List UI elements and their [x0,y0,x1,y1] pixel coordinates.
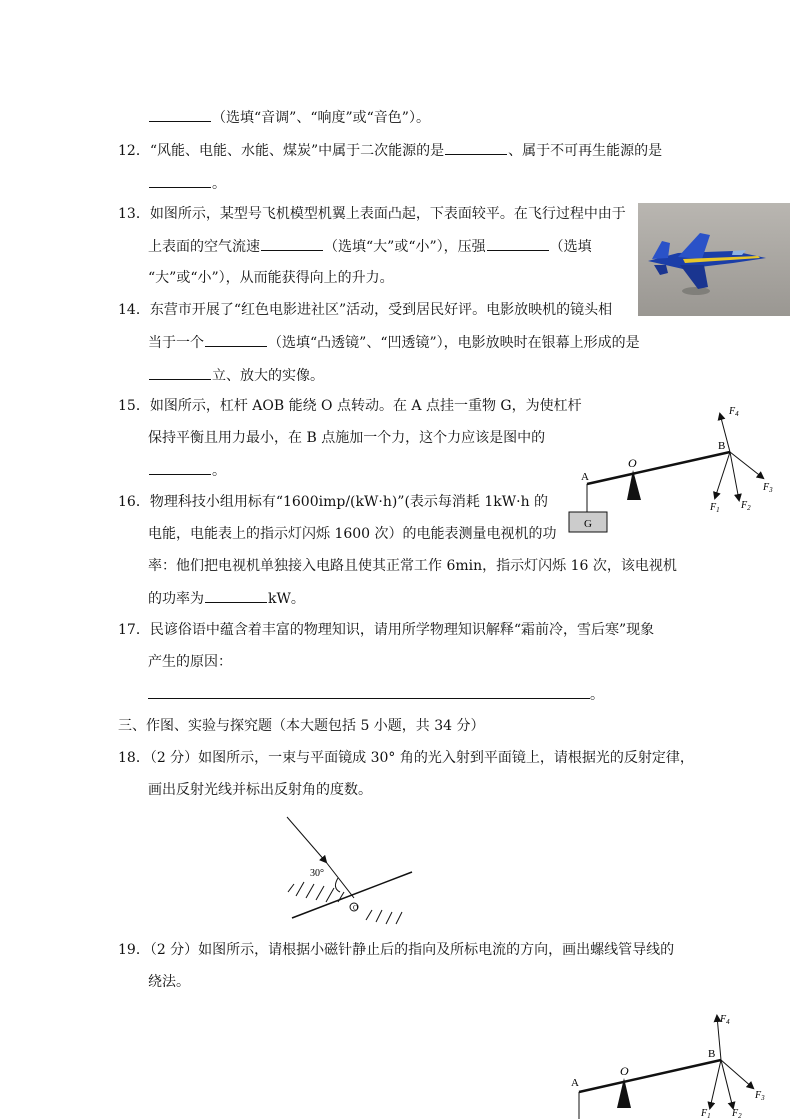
question-text: 16．物理科技小组用标有“1600imp/(kW·h)”(表示每消耗 1kW·h 的 [118,494,549,510]
question-17 [118,621,654,639]
point-a-label: A [581,471,589,483]
question-text: 17．民谚俗语中蕴含着丰富的物理知识，请用所学物理知识解释“霜前冷，雪后寒”现象 [118,622,655,638]
question-text: kW。 [268,591,305,607]
point-b-label: B [718,440,726,452]
answer-blank[interactable] [205,589,267,603]
question-15-cont [148,429,545,447]
question-12-cont [148,174,226,193]
question-text: （选填 [549,239,592,255]
question-text: 。 [590,687,604,703]
question-text: 保持平衡且用力最小，在 B 点施加一个力，这个力应该是图中的 [148,430,546,446]
question-text: 当于一个 [148,335,204,351]
mirror-diagram [280,812,420,927]
question-12 [118,141,662,160]
question-text: 画出反射光线并标出反射角的度数。 [148,782,372,798]
question-text: 的功率为 [148,591,204,607]
question-14-cont2 [148,366,324,385]
question-text: 绕法。 [148,974,190,990]
question-13-cont2 [148,269,394,287]
question-15 [118,397,582,415]
answer-blank[interactable] [261,237,323,251]
force-f2-label: $F_2$ [732,1108,742,1119]
weight-label: G [584,518,592,530]
question-text: 15．如图所示，杠杆 AOB 能绕 O 点转动。在 A 点挂一重物 G，为使杠杆 [118,398,582,414]
question-18-cont [148,781,372,799]
question-15-cont2 [148,461,226,480]
question-text: 。 [212,176,226,192]
question-16-cont [148,525,557,543]
answer-blank[interactable] [149,366,211,380]
answer-blank[interactable] [445,141,507,155]
answer-blank[interactable] [487,237,549,251]
question-text: 13．如图所示，某型号飞机模型机翼上表面凸起，下表面较平。在飞行过程中由于 [118,206,626,222]
force-f2-label: $F_2$ [741,500,751,512]
point-a-label: A [571,1077,579,1089]
question-13 [118,205,626,223]
section-title: 三、作图、实验与探究题（本大题包括 5 小题，共 34 分） [118,718,485,734]
force-f1-label: $F_1$ [701,1108,711,1119]
incidence-point-label: O [353,904,359,912]
angle-label: 30° [310,868,324,879]
question-text: 产生的原因： [148,654,232,670]
section-heading [118,717,485,735]
question-17-cont2 [148,685,604,704]
pivot-label: O [628,456,637,470]
point-b-label: B [708,1048,716,1060]
question-17-cont [148,653,232,671]
question-18 [118,749,694,767]
lever-diagram [565,400,780,540]
question-19-cont [148,973,190,991]
question-text: “大”或“小”），从而能获得向上的升力。 [148,270,394,286]
force-f4-label: $F_4$ [729,406,739,418]
question-text: （选填“凸透镜”、“凹透镜”），电影放映时在银幕上形成的是 [268,335,640,351]
question-text: （选填“大”或“小”），压强 [324,239,486,255]
question-16-cont2 [148,557,677,575]
question-14-cont [148,333,640,352]
question-text: 12．“风能、电能、水能、煤炭”中属于二次能源的是 [118,143,445,159]
question-text: 率：他们把电视机单独接入电路且使其正常工作 6min，指示灯闪烁 16 次，该电视机 [148,558,677,574]
question-text: 立、放大的实像。 [212,368,324,384]
force-f1-label: $F_1$ [710,502,720,514]
question-text: 14．东营市开展了“红色电影进社区”活动，受到居民好评。电影放映机的镜头相 [118,302,613,318]
force-f3-label: $F_3$ [755,1090,765,1102]
question-14 [118,301,612,319]
question-16-cont3 [148,589,305,608]
answer-blank[interactable] [149,461,211,475]
question-text: 。 [212,463,226,479]
force-f4-label: $F_4$ [720,1014,730,1026]
pivot-label: O [620,1064,629,1078]
question-text: 、属于不可再生能源的是 [508,143,663,159]
answer-blank[interactable] [148,685,590,699]
question-text: 电能，电能表上的指示灯闪烁 1600 次）的电能表测量电视机的功 [148,526,557,542]
question-text: 上表面的空气流速 [148,239,260,255]
force-f3-label: $F_3$ [763,482,773,494]
question-16 [118,493,548,511]
question-text: （选填“音调”、“响度”或“音色”）。 [212,110,430,126]
question-19 [118,941,674,959]
lever-diagram-2 [565,1008,780,1119]
line-sound-option [148,108,430,127]
answer-blank[interactable] [205,333,267,347]
answer-blank[interactable] [149,108,211,122]
question-13-cont [148,237,592,256]
answer-blank[interactable] [149,174,211,188]
airplane-photo [638,203,790,316]
question-text: 18．（2 分）如图所示，一束与平面镜成 30° 角的光入射到平面镜上，请根据光的反射定律， [118,750,694,766]
question-text: 19．（2 分）如图所示，请根据小磁针静止后的指向及所标电流的方向，画出螺线管导线的 [118,942,675,958]
